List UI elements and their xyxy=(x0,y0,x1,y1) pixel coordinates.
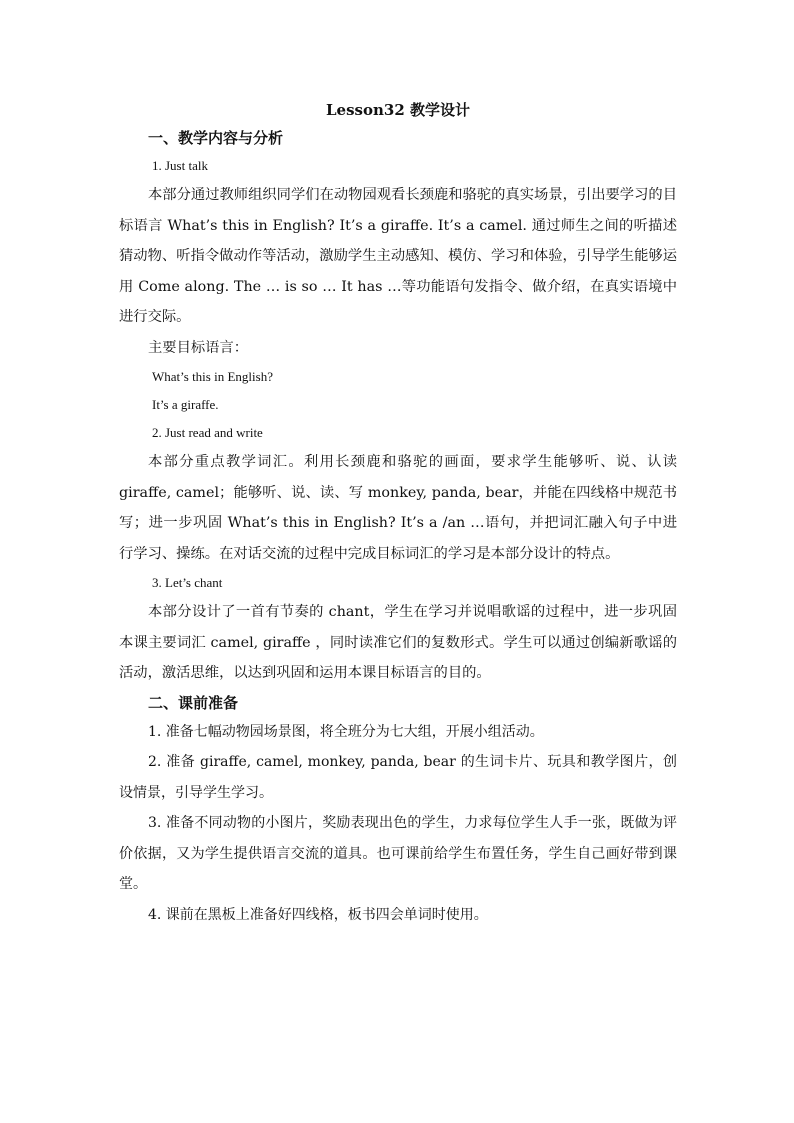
part-title-chant: 3. Let’s chant xyxy=(152,575,223,590)
paragraph-read-write: 本部分重点教学词汇。利用长颈鹿和骆驼的画面，要求学生能够听、说、认读 giraffe, camel；能够听、说、读、写 monkey, panda, bear，并能在四线格中规范书写；进一步巩固 What’s this in English? It’s a /an …语句，并把词汇融入句子中进行学习、操练。在对话交流的过程中完成目标词汇的学习是本部分设计的特点。 xyxy=(119,454,677,562)
paragraph-just-talk: 本部分通过教师组织同学们在动物园观看长颈鹿和骆驼的真实场景，引出要学习的目标语言 What’s this in English? It’s a giraffe. It’s a camel. 通过师生之间的听描述猜动物、听指令做动作等活动，激励学生主动感知、模仿、学习和体验，引导学生能够运用 Come along. The … is so … It has …等功能语句发指令、做介绍，在真实语境中进行交际。 xyxy=(119,187,677,325)
prep-item-1: 1. 准备七幅动物园场景图，将全班分为七大组，开展小组活动。 xyxy=(148,723,544,740)
section-heading-preparation: 二、课前准备 xyxy=(148,693,239,712)
document-page xyxy=(119,96,677,930)
prep-item-4: 4. 课前在黑板上准备好四线格，板书四会单词时使用。 xyxy=(148,906,488,923)
paragraph-chant: 本部分设计了一首有节奏的 chant，学生在学习并说唱歌谣的过程中，进一步巩固本课主要词汇 camel, giraffe ，同时读准它们的复数形式。学生可以通过创编新歌谣的活动，激活思维，以达到巩固和运用本课目标语言的目的。 xyxy=(119,604,677,681)
part-title-read-write: 2. Just read and write xyxy=(152,425,263,440)
prep-item-3: 3. 准备不同动物的小图片，奖励表现出色的学生，力求每位学生人手一张，既做为评价依据，又为学生提供语言交流的道具。也可课前给学生布置任务，学生自己画好带到课堂。 xyxy=(119,815,677,892)
target-language-label: 主要目标语言： xyxy=(148,339,249,356)
document-title: Lesson32 教学设计 xyxy=(326,101,470,119)
target-language-line-2: It’s a giraffe. xyxy=(152,397,219,412)
prep-item-2: 2. 准备 giraffe, camel, monkey, panda, bear 的生词卡片、玩具和教学图片，创设情景，引导学生学习。 xyxy=(119,754,677,801)
part-title-just-talk: 1. Just talk xyxy=(152,158,208,173)
section-heading-content-analysis: 一、教学内容与分析 xyxy=(148,129,284,147)
target-language-line-1: What’s this in English? xyxy=(152,369,273,384)
